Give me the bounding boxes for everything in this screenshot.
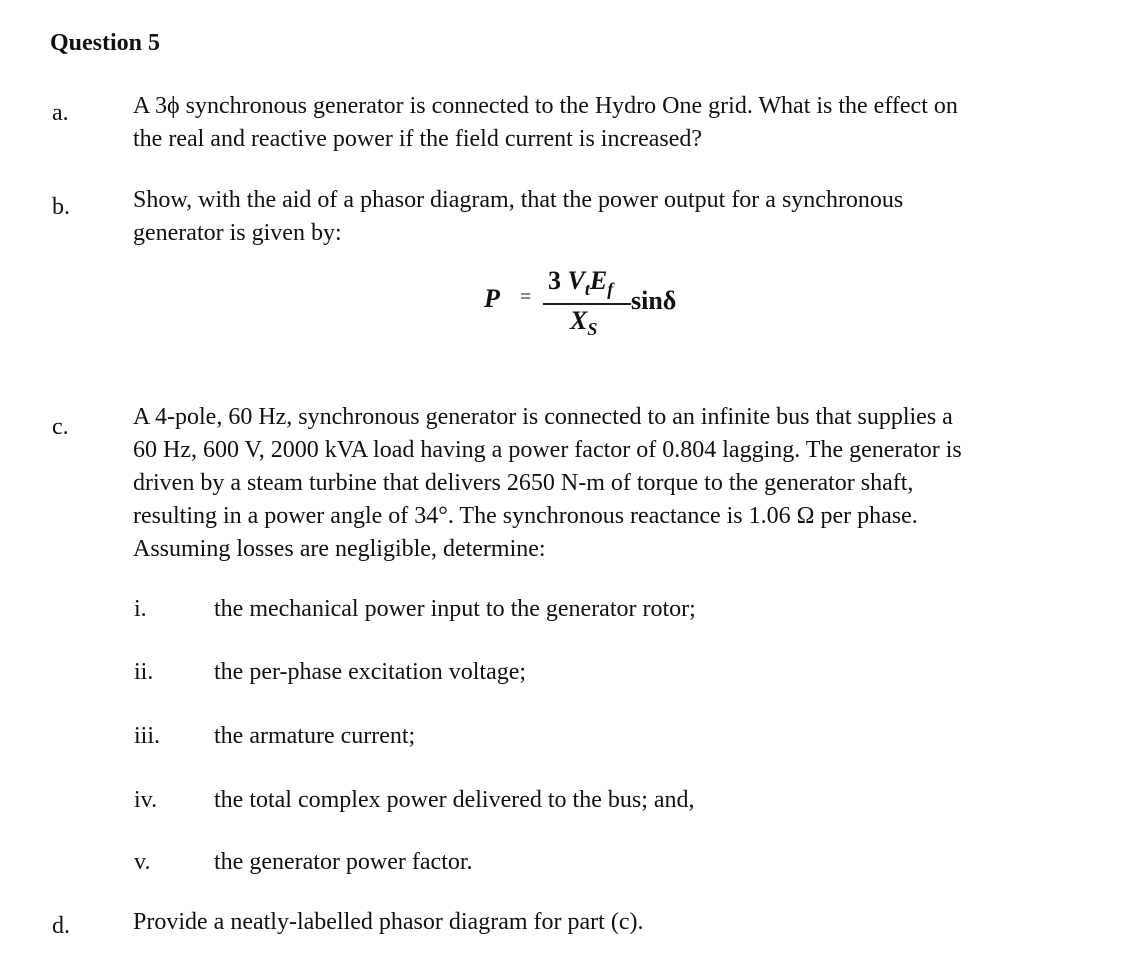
subitem-label: iii. — [134, 723, 161, 749]
numerator-e-sub: f — [607, 279, 614, 300]
part-c-label: c. — [52, 414, 69, 440]
part-d-label: d. — [52, 913, 70, 939]
equation-lhs: P — [484, 284, 500, 313]
part-d-text: Provide a neatly-labelled phasor diagram for part (c). — [133, 909, 644, 935]
part-a-text — [133, 90, 958, 156]
part-c-line-4: resulting in a power angle of 34°. The synchronous reactance is 1.06 Ω per phase. — [133, 503, 918, 529]
numerator-v: V — [567, 266, 585, 295]
part-c-text — [133, 401, 962, 566]
question-title: Question 5 — [50, 30, 161, 56]
equation-equals: = — [520, 286, 532, 308]
part-a-line-2: the real and reactive power if the field current is increased? — [133, 126, 703, 152]
part-b-label: b. — [52, 194, 70, 220]
part-b-line-2: generator is given by: — [133, 220, 342, 246]
numerator-v-sub: t — [584, 279, 590, 300]
part-c-line-1: A 4-pole, 60 Hz, synchronous generator is connected to an infinite bus that supplies a — [133, 404, 953, 430]
subitem-text: the armature current; — [214, 723, 416, 749]
subitem-text: the generator power factor. — [214, 849, 473, 875]
numerator-e: E — [589, 266, 608, 295]
subitem-text: the total complex power delivered to the bus; and, — [214, 787, 695, 813]
fraction-bar — [543, 303, 631, 305]
equation-sin: sinδ — [631, 286, 677, 315]
part-b-line-1: Show, with the aid of a phasor diagram, that the power output for a synchronous — [133, 187, 904, 213]
part-a-line-1: A 3ϕ synchronous generator is connected to the Hydro One grid. What is the effect on — [133, 93, 958, 119]
part-b-text — [133, 184, 903, 250]
subitem-label: i. — [134, 596, 147, 622]
numerator-coef: 3 — [548, 266, 561, 295]
denominator-sub: S — [587, 319, 598, 340]
part-c-line-2: 60 Hz, 600 V, 2000 kVA load having a power factor of 0.804 lagging. The generator is — [133, 437, 962, 463]
subitem-text: the per-phase excitation voltage; — [214, 659, 527, 685]
denominator-x: X — [570, 306, 588, 335]
equation-denominator — [570, 306, 597, 340]
part-a-label: a. — [52, 100, 69, 126]
equation-numerator — [548, 266, 613, 300]
subitem-label: iv. — [134, 787, 158, 813]
subitem-label: ii. — [134, 659, 154, 685]
part-c-line-3: driven by a steam turbine that delivers 2650 N-m of torque to the generator shaft, — [133, 470, 914, 496]
subitem-text: the mechanical power input to the generator rotor; — [214, 596, 696, 622]
part-c-line-5: Assuming losses are negligible, determine: — [133, 536, 546, 562]
subitem-label: v. — [134, 849, 151, 875]
